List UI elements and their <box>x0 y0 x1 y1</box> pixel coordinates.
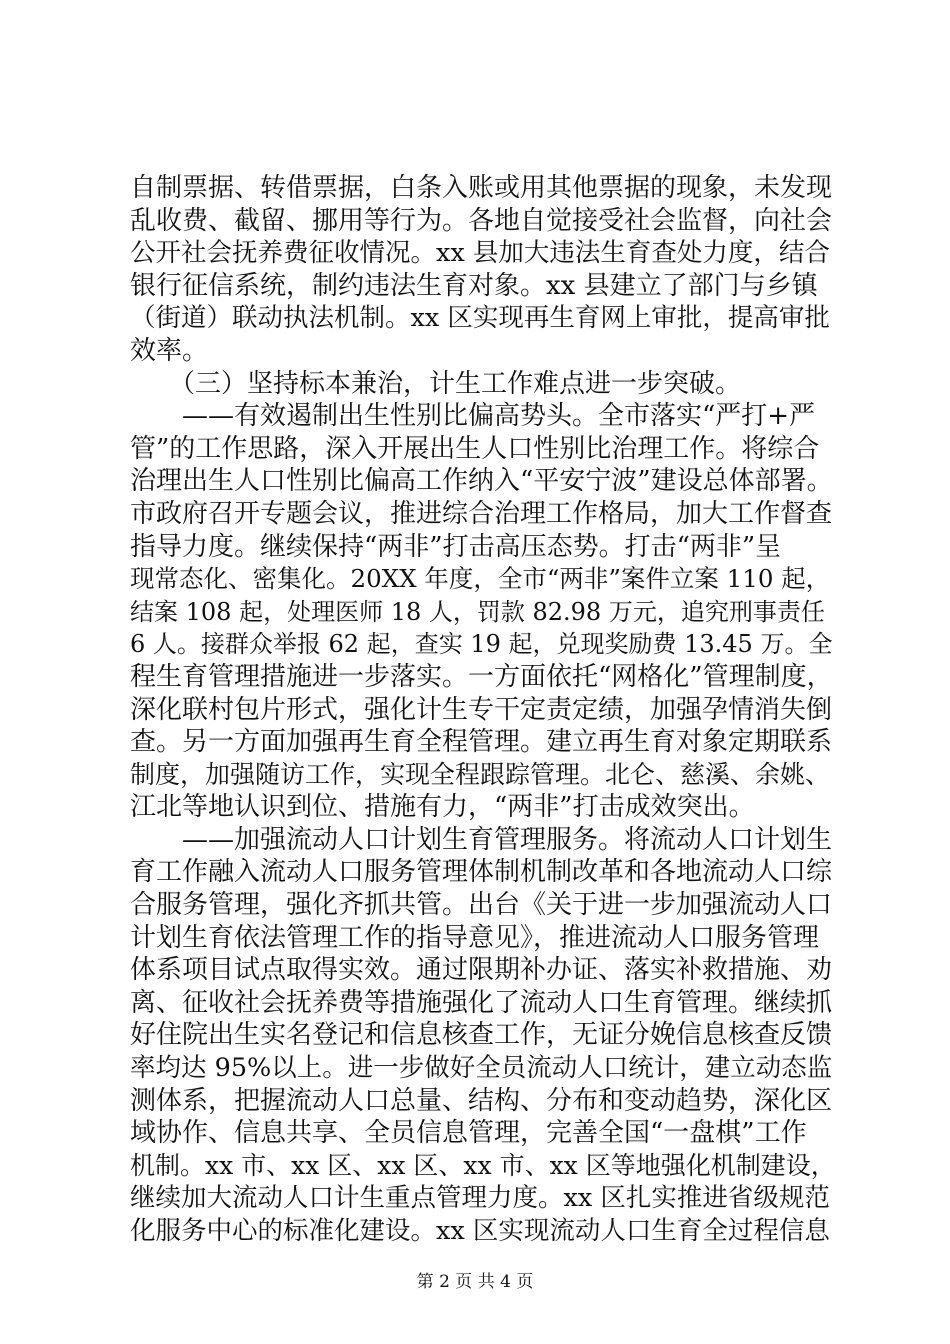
text-line: 域协作、信息共享、全员信息管理，完善全国“一盘棋”工作 <box>130 1118 807 1149</box>
text-line: 6 人。接群众举报 62 起，查实 19 起，兑现奖励费 13.45 万。全 <box>130 630 833 659</box>
text-line: 江北等地认识到位、措施有力，“两非”打击成效突出。 <box>130 792 755 823</box>
text-line: 效率。 <box>130 335 209 366</box>
text-line: 结案 108 起，处理医师 18 人，罚款 82.98 万元，追究刑事责任 <box>130 597 825 626</box>
text-line: 指导力度。继续保持“两非”打击高压态势。打击“两非”呈 <box>130 531 782 562</box>
text-line: 治理出生人口性别比偏高工作纳入“平安宁波”建设总体部署。 <box>130 466 833 497</box>
text-line: 现常态化、密集化。20XX 年度，全市“两非”案件立案 110 起， <box>130 564 831 594</box>
text-line: 市政府召开专题会议，推进综合治理工作格局，加大工作督查 <box>130 498 833 529</box>
text-line: 制度，加强随访工作，实现全程跟踪管理。北仑、慈溪、余姚、 <box>130 759 831 789</box>
text-line: 查。另一方面加强再生育全程管理。建立再生育对象定期联系 <box>130 727 833 758</box>
text-line: 机制。xx 市、xx 区、xx 区、xx 市、xx 区等地强化机制建设， <box>130 1150 836 1180</box>
text-line: 银行征信系统，制约违法生育对象。xx 县建立了部门与乡镇 <box>130 270 818 301</box>
text-line: 率均达 95%以上。进一步做好全员流动人口统计，建立动态监 <box>130 1053 833 1084</box>
text-line: 继续加大流动人口计生重点管理力度。xx 区扎实推进省级规范 <box>130 1183 830 1214</box>
section-heading: （三）坚持标本兼治，计生工作难点进一步突破。 <box>130 368 742 399</box>
text-line: 育工作融入流动人口服务管理体制机制改革和各地流动人口综 <box>130 857 833 888</box>
text-line: 化服务中心的标准化建设。xx 区实现流动人口生育全过程信息 <box>130 1216 830 1246</box>
text-line: 离、征收社会抚养费等措施强化了流动人口生育管理。继续抓 <box>130 987 833 1018</box>
document-body <box>130 172 836 1248</box>
text-line: 计划生育依法管理工作的指导意见》，推进流动人口服务管理 <box>130 922 820 953</box>
text-line: 乱收费、截留、挪用等行为。各地自觉接受社会监督，向社会 <box>130 205 833 236</box>
text-line: 深化联村包片形式，强化计生专干定责定绩，加强孕情消失倒 <box>130 694 833 725</box>
text-line: ——加强流动人口计划生育管理服务。将流动人口计划生 <box>130 824 833 855</box>
text-line: （街道）联动执法机制。xx 区实现再生育网上审批，提高审批 <box>130 303 830 334</box>
text-line: 体系项目试点取得实效。通过限期补办证、落实补救措施、劝 <box>130 955 833 986</box>
text-line: 好住院出生实名登记和信息核查工作，无证分娩信息核查反馈 <box>130 1020 833 1051</box>
text-line: 公开社会抚养费征收情况。xx 县加大违法生育查处力度，结合 <box>130 238 830 269</box>
text-line: ——有效遏制出生性别比偏高势头。全市落实“严打+严 <box>130 401 816 432</box>
text-line: 自制票据、转借票据，白条入账或用其他票据的现象，未发现 <box>130 173 833 203</box>
text-line: 测体系，把握流动人口总量、结构、分布和变动趋势，深化区 <box>130 1085 833 1116</box>
text-line: 管”的工作思路，深入开展出生人口性别比治理工作。将综合 <box>130 433 820 464</box>
text-line: 合服务管理，强化齐抓共管。出台《关于进一步加强流动人口 <box>130 890 833 921</box>
text-line: 程生育管理措施进一步落实。一方面依托“网格化”管理制度， <box>130 661 833 692</box>
page-number-footer: 第 2 页 共 4 页 <box>416 1272 534 1292</box>
